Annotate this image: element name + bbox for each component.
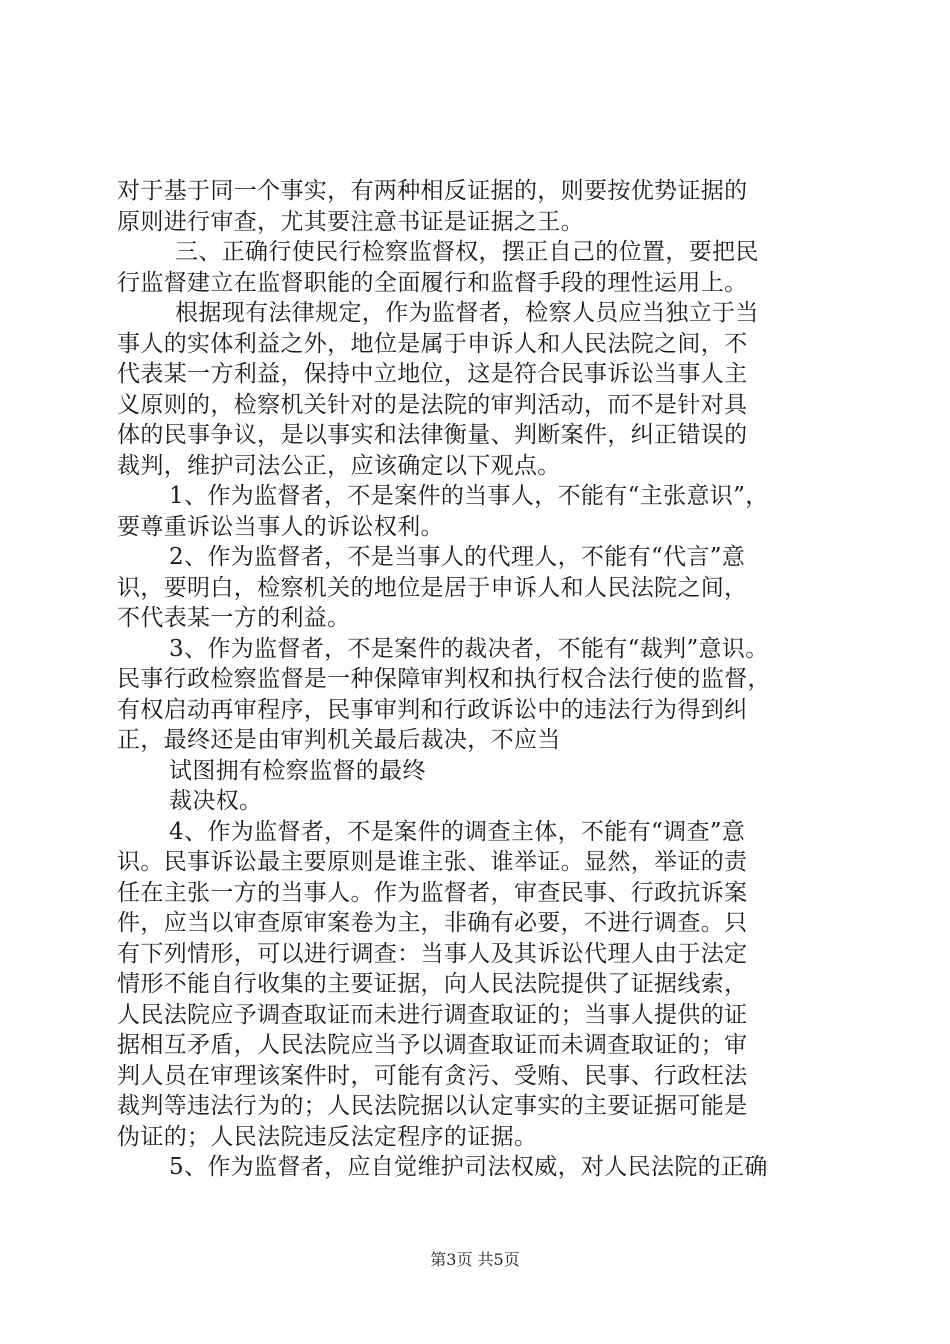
list-item-4: 4、作为监督者，不是案件的调查主体，不能有“调查”意 bbox=[169, 818, 746, 845]
text-line: 原则进行审查，尤其要注意书证是证据之王。 bbox=[117, 208, 584, 235]
text-line: 代表某一方利益，保持中立地位，这是符合民事诉讼当事人主 bbox=[117, 361, 748, 387]
text-line: 体的民事争议，是以事实和法律衡量、判断案件，纠正错误的 bbox=[117, 422, 748, 448]
text-line: 行监督建立在监督职能的全面履行和监督手段的理性运用上。 bbox=[117, 269, 748, 296]
text-line: 任在主张一方的当事人。作为监督者，审查民事、行政抗诉案 bbox=[117, 879, 748, 906]
document-body bbox=[117, 176, 837, 1183]
text-line: 事人的实体利益之外，地位是属于申诉人和人民法院之间，不 bbox=[117, 330, 748, 357]
text-line: 据相互矛盾，人民法院应当予以调查取证而未调查取证的；审 bbox=[117, 1032, 748, 1058]
text-line: 民事行政检察监督是一种保障审判权和执行权合法行使的监督， bbox=[117, 666, 771, 692]
text-line: 情形不能自行收集的主要证据，向人民法院提供了证据线索， bbox=[117, 971, 748, 997]
text-line: 识。民事诉讼最主要原则是谁主张、谁举证。显然，举证的责 bbox=[117, 849, 748, 875]
text-line: 裁决权。 bbox=[169, 788, 263, 814]
page-number-footer: 第3页 共5页 bbox=[430, 1250, 520, 1269]
text-line: 人民法院应予调查取证而未进行调查取证的；当事人提供的证 bbox=[117, 1001, 748, 1028]
text-line: 试图拥有检察监督的最终 bbox=[169, 757, 426, 784]
paragraph-start: 根据现有法律规定，作为监督者，检察人员应当独立于当 bbox=[175, 300, 759, 326]
text-line: 伪证的；人民法院违反法定程序的证据。 bbox=[117, 1123, 538, 1150]
text-line: 要尊重诉讼当事人的诉讼权利。 bbox=[117, 513, 444, 540]
text-line: 有下列情形，可以进行调查：当事人及其诉讼代理人由于法定 bbox=[117, 940, 748, 967]
section-heading: 三、正确行使民行检察监督权，摆正自己的位置，要把民 bbox=[175, 239, 759, 265]
text-line: 裁判等违法行为的；人民法院据以认定事实的主要证据可能是 bbox=[117, 1093, 748, 1119]
list-item-2: 2、作为监督者，不是当事人的代理人，不能有“代言”意 bbox=[169, 544, 746, 570]
list-item-5: 5、作为监督者，应自觉维护司法权威，对人民法院的正确 bbox=[169, 1154, 768, 1180]
text-line: 判人员在审理该案件时，可能有贪污、受贿、民事、行政枉法 bbox=[117, 1062, 748, 1089]
text-line: 对于基于同一个事实，有两种相反证据的，则要按优势证据的 bbox=[117, 178, 748, 204]
text-line: 义原则的，检察机关针对的是法院的审判活动，而不是针对具 bbox=[117, 391, 748, 418]
text-line: 件，应当以审查原审案卷为主，非确有必要，不进行调查。只 bbox=[117, 910, 748, 936]
text-line: 裁判，维护司法公正，应该确定以下观点。 bbox=[117, 452, 561, 479]
text-line: 有权启动再审程序，民事审判和行政诉讼中的违法行为得到纠 bbox=[117, 696, 748, 723]
list-item-1: 1、作为监督者，不是案件的当事人，不能有“主张意识”， bbox=[169, 483, 769, 509]
text-line: 不代表某一方的利益。 bbox=[117, 605, 351, 631]
text-line: 正，最终还是由审判机关最后裁决，不应当 bbox=[117, 727, 561, 753]
list-item-3: 3、作为监督者，不是案件的裁决者，不能有“裁判”意识。 bbox=[169, 635, 769, 662]
text-line: 识，要明白，检察机关的地位是居于申诉人和人民法院之间， bbox=[117, 574, 748, 601]
